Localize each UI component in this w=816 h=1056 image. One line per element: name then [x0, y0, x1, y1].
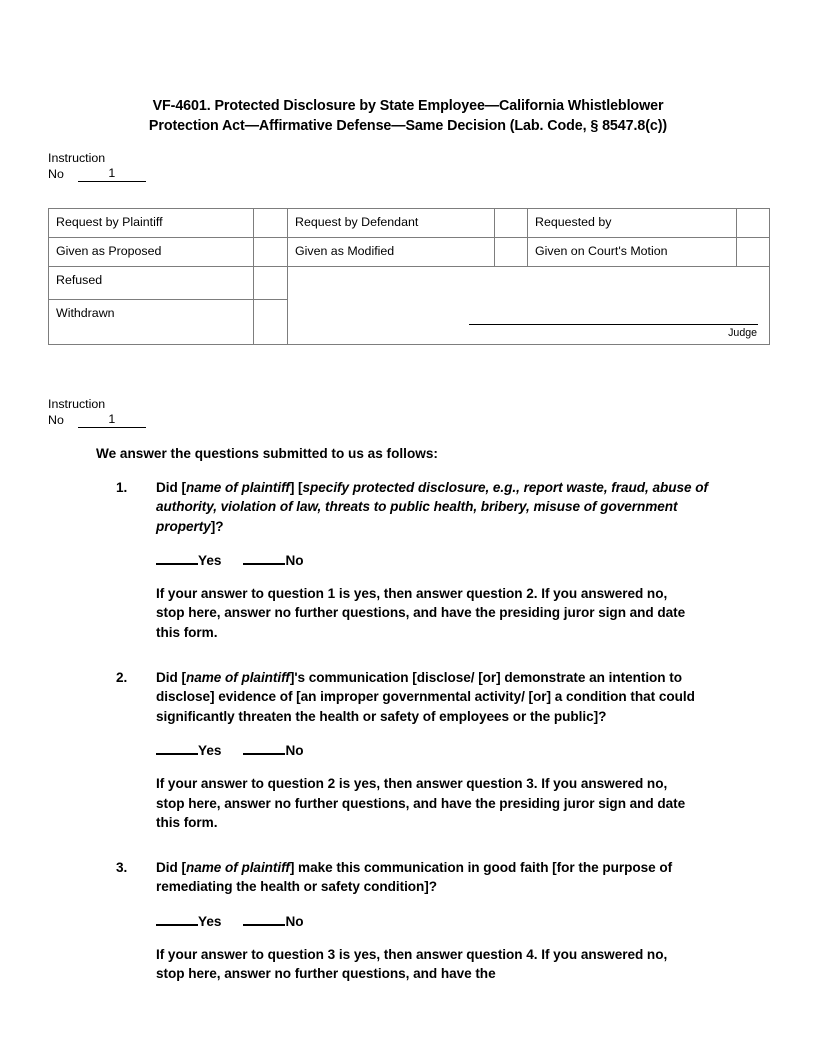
cell-requested-by: Requested by: [528, 209, 737, 238]
instruction-no-label-top: No: [48, 167, 64, 181]
instruction-number-field-bottom[interactable]: 1: [78, 412, 146, 428]
table-row: [49, 209, 770, 238]
question-2-text: Did [name of plaintiff]'s communication [disclose/ [or] demonstrate an intention to disclose] evidence of [an improper governmental activity/ [or] a condition that could significantly threaten the health or safety of employees or the public]?: [156, 670, 695, 724]
instruction-number-field-top[interactable]: 1: [78, 166, 146, 182]
table-row: [49, 238, 770, 267]
checkbox-given-as-proposed[interactable]: [254, 238, 288, 267]
instruction-number-block-top: [48, 150, 146, 182]
question-2-yes-blank[interactable]: [156, 740, 198, 755]
question-2-answer-row: [116, 740, 726, 760]
cell-given-as-proposed: Given as Proposed: [49, 238, 254, 267]
instruction-number-block-bottom: [48, 396, 146, 428]
question-1-answer-row: [116, 550, 726, 570]
question-2-number: 2.: [116, 670, 128, 686]
checkbox-request-by-defendant[interactable]: [495, 209, 528, 238]
question-3-no-blank[interactable]: [243, 911, 285, 926]
cell-given-on-courts-motion: Given on Court's Motion: [528, 238, 737, 267]
checkbox-requested-by[interactable]: [737, 209, 770, 238]
judge-signature-label: Judge: [728, 327, 757, 339]
cell-request-by-defendant: Request by Defendant: [288, 209, 495, 238]
verdict-heading: We answer the questions submitted to us as follows:: [96, 446, 438, 461]
cell-refused: Refused: [49, 267, 254, 300]
question-1-no-blank[interactable]: [243, 550, 285, 565]
disposition-table: [48, 208, 770, 345]
instruction-no-label-bottom: No: [48, 413, 64, 427]
cell-request-by-plaintiff: Request by Plaintiff: [49, 209, 254, 238]
verdict-question-list: [116, 478, 726, 984]
checkbox-given-on-courts-motion[interactable]: [737, 238, 770, 267]
question-2-no-label: No: [285, 742, 304, 758]
question-2-followup: If your answer to question 2 is yes, then answer question 3. If you answered no, stop here, answer no further questions, and have the presiding juror sign and date this form.: [156, 776, 686, 830]
page-title: [108, 96, 708, 136]
page-title-line-1: VF-4601. Protected Disclosure by State Employee—California Whistleblower: [152, 98, 664, 114]
checkbox-given-as-modified[interactable]: [495, 238, 528, 267]
judge-signature-area[interactable]: [288, 323, 758, 340]
question-3-followup: If your answer to question 3 is yes, then answer question 4. If you answered no, stop here, answer no further questions, and have the: [156, 947, 668, 982]
cell-withdrawn: Withdrawn: [49, 300, 254, 345]
question-3: [116, 858, 726, 897]
question-3-answer-row: [116, 911, 726, 931]
question-1-text: Did [name of plaintiff] [specify protected disclosure, e.g., report waste, fraud, abuse of authority, violation of law, threats to public health, bribery, misuse of government property]?: [156, 480, 708, 534]
checkbox-request-by-plaintiff[interactable]: [254, 209, 288, 238]
table-row: [49, 267, 770, 300]
question-2: [116, 668, 726, 726]
question-3-no-label: No: [285, 913, 304, 929]
judge-signature-cell: [288, 267, 770, 345]
instruction-label-bottom: Instruction: [48, 397, 106, 411]
checkbox-refused[interactable]: [254, 267, 288, 300]
question-3-number: 3.: [116, 860, 128, 876]
instruction-label-top: Instruction: [48, 151, 106, 165]
page-title-line-2: Protection Act—Affirmative Defense—Same Decision (Lab. Code, § 8547.8(c)): [148, 118, 668, 134]
question-1-no-label: No: [285, 552, 304, 568]
question-1: [116, 478, 726, 536]
question-1-number: 1.: [116, 480, 128, 495]
question-3-text: Did [name of plaintiff] make this communication in good faith [for the purpose of remediating the health or safety condition]?: [156, 860, 673, 895]
question-1-followup: If your answer to question 1 is yes, then answer question 2. If you answered no, stop here, answer no further questions, and have the presiding juror sign and date this form.: [156, 586, 686, 640]
question-1-yes-blank[interactable]: [156, 550, 198, 565]
question-3-yes-label: Yes: [198, 913, 222, 929]
checkbox-withdrawn[interactable]: [254, 300, 288, 345]
question-3-yes-blank[interactable]: [156, 911, 198, 926]
question-2-no-blank[interactable]: [243, 740, 285, 755]
question-2-yes-label: Yes: [198, 742, 222, 758]
question-1-yes-label: Yes: [198, 552, 222, 568]
cell-given-as-modified: Given as Modified: [288, 238, 495, 267]
